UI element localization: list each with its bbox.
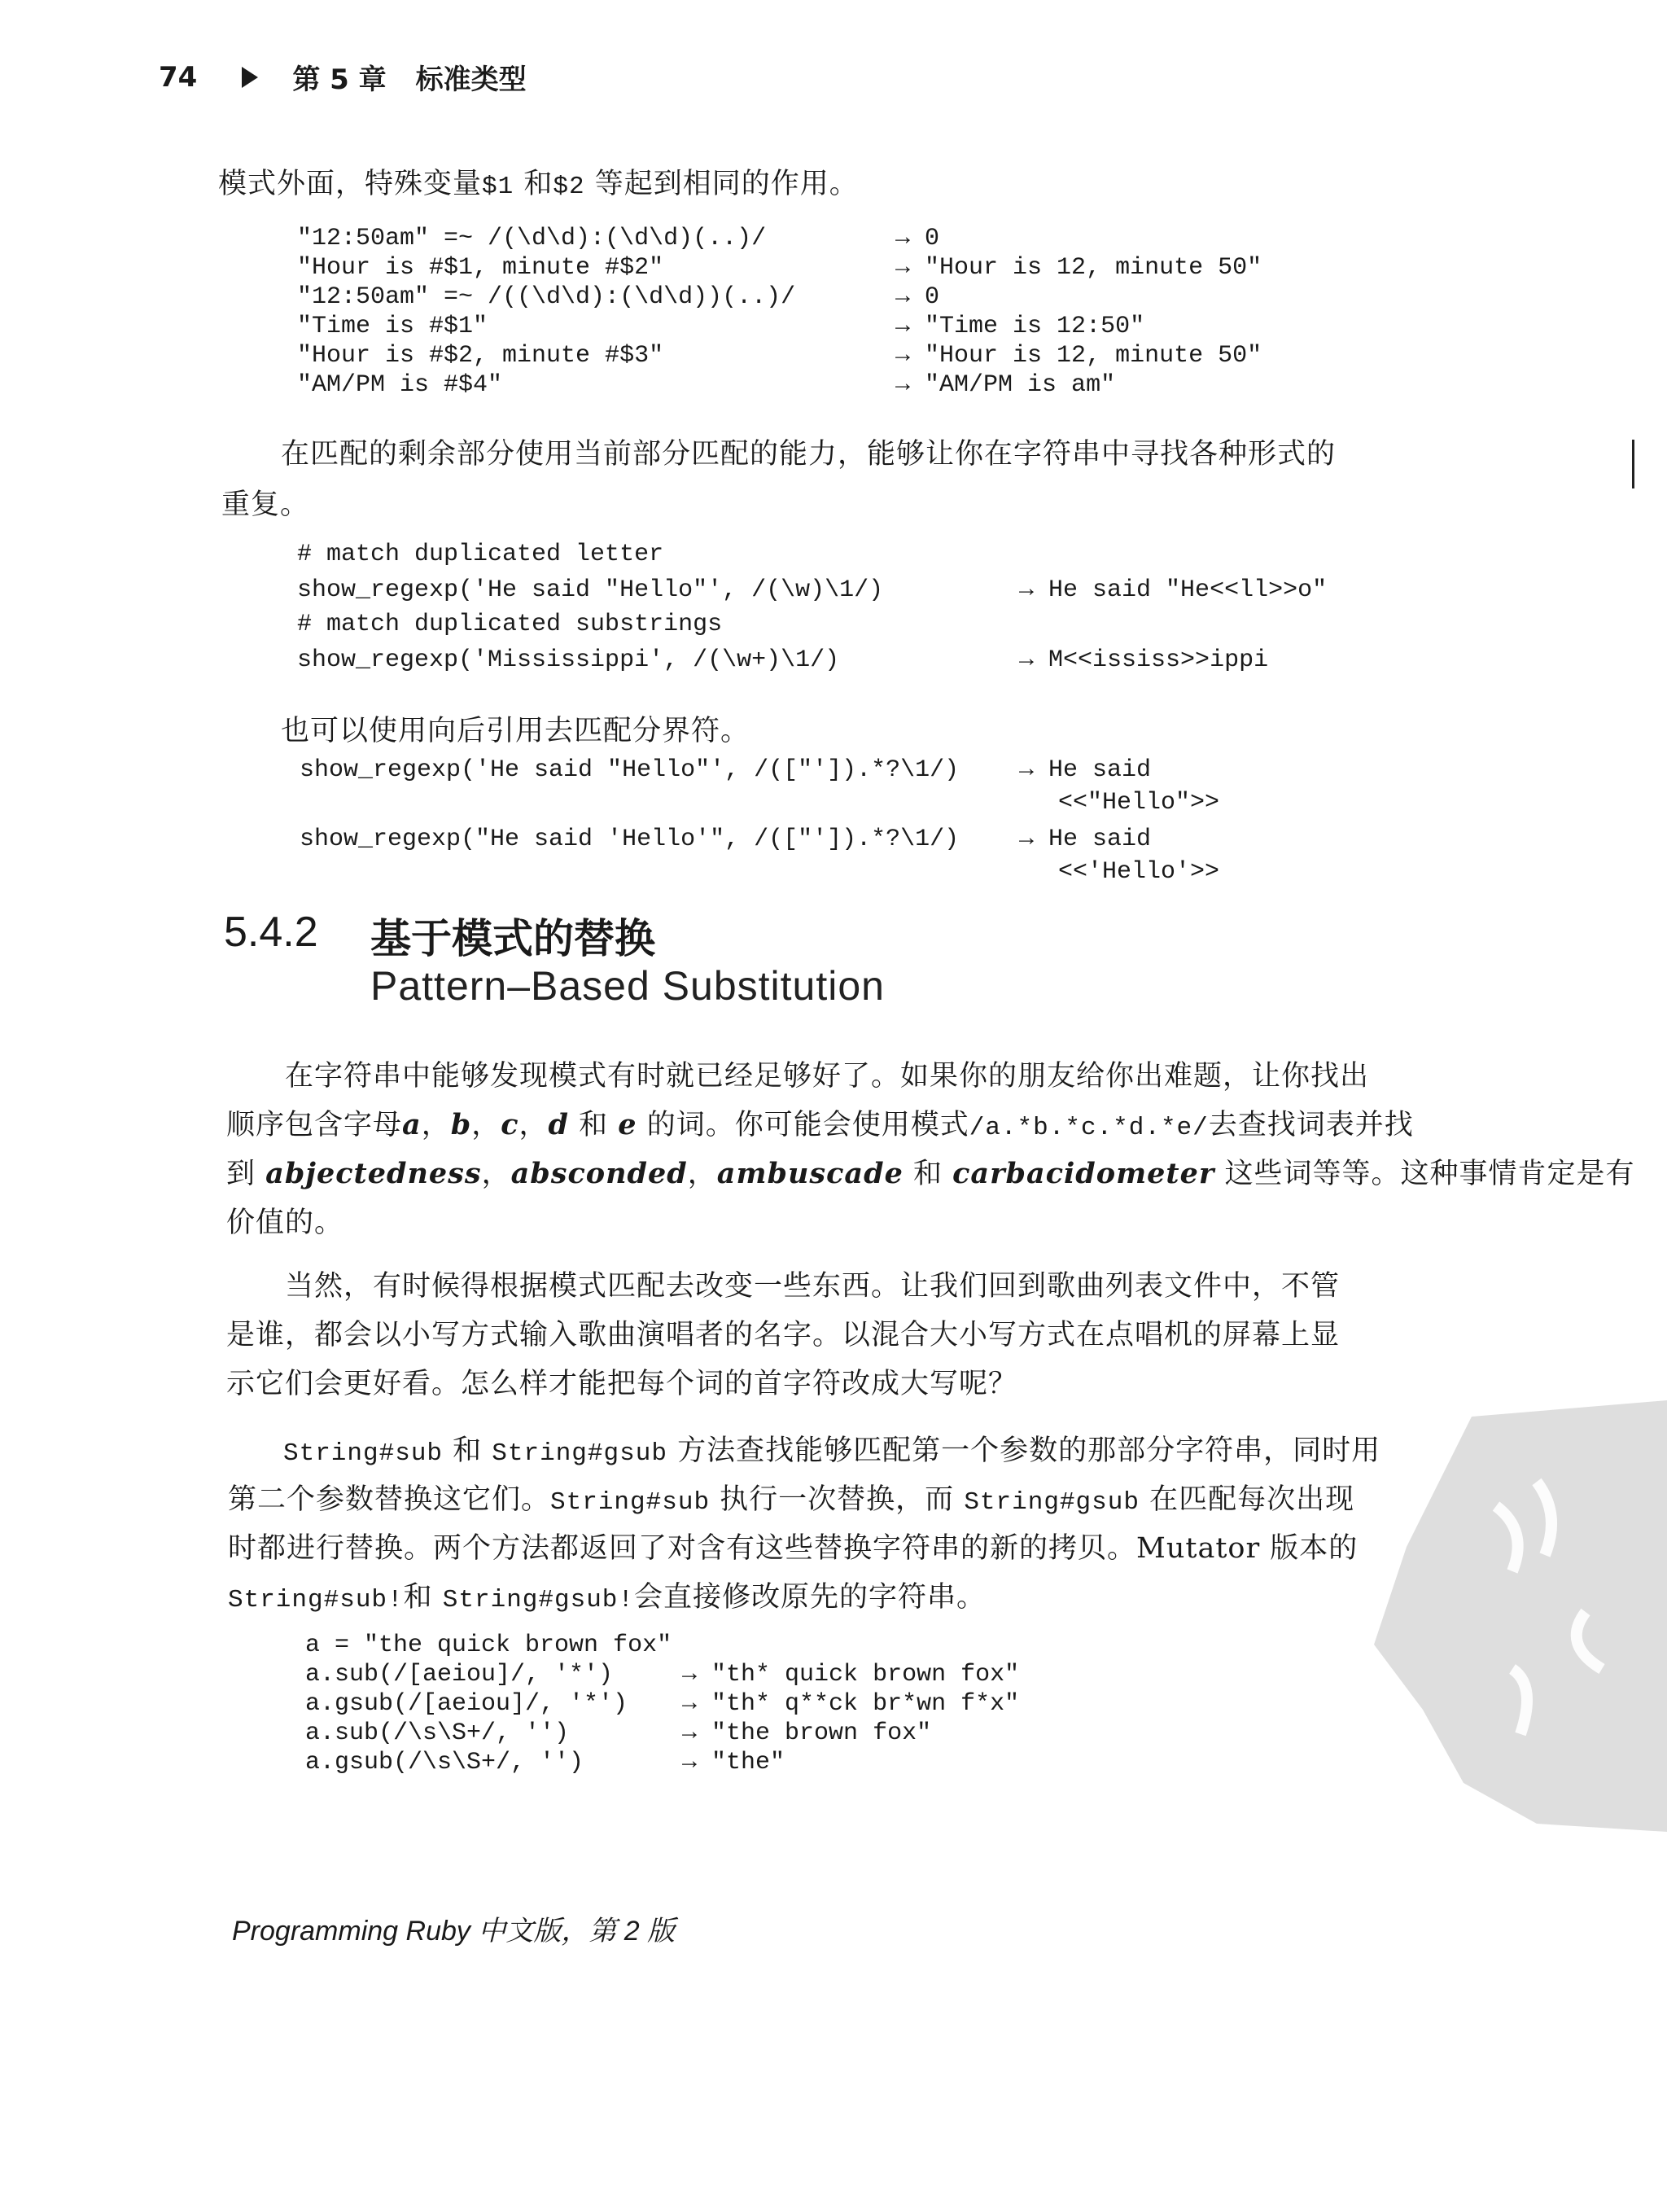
p1-line2: 顺序包含字母a，b，c，d 和 e 的词。你可能会使用模式/a.*b.*c.*d.*e/去查找词表并找 (226, 1108, 1414, 1142)
repeat-paragraph-line2: 重复。 (221, 488, 310, 521)
code-result: → "AM/PM is am" (895, 371, 1116, 399)
p3-line3: 时都进行替换。两个方法都返回了对含有这些替换字符串的新的拷贝。Mutator 版本的 (228, 1532, 1359, 1565)
scan-mark (1632, 440, 1634, 488)
code-result-cont: <<'Hello'>> (1058, 858, 1220, 886)
p2-line2: 是谁，都会以小写方式输入歌曲演唱者的名字。以混合大小写方式在点唱机的屏幕上显 (226, 1319, 1341, 1351)
code-result: → "th* q**ck br*wn f*x" (682, 1690, 1020, 1718)
code-line: show_regexp("He said 'Hello'", /(["']).*?\1/) (300, 826, 960, 853)
code-line: a.gsub(/[aeiou]/, '*') (305, 1690, 628, 1718)
code-result: → "the" (682, 1749, 785, 1776)
section-title-en: Pattern–Based Substitution (370, 963, 885, 1009)
p3-line1: String#sub 和 String#gsub 方法查找能够匹配第一个参数的那部分字符串，同时用 (283, 1435, 1381, 1468)
section-title-zh: 基于模式的替换 (370, 915, 655, 962)
code-result: → "the brown fox" (682, 1719, 932, 1747)
p1-line4: 价值的。 (226, 1207, 344, 1239)
code-result: → M<<ississ>>ippi (1019, 646, 1269, 674)
footer-title: Programming Ruby 中文版，第 2 版 (232, 1916, 676, 1947)
p1-line1: 在字符串中能够发现模式有时就已经足够好了。如果你的朋友给你出难题，让你找出 (285, 1060, 1370, 1093)
repeat-paragraph-line1: 在匹配的剩余部分使用当前部分匹配的能力，能够让你在字符串中寻找各种形式的 (281, 438, 1337, 471)
backref-paragraph: 也可以使用向后引用去匹配分界符。 (281, 715, 750, 747)
p2-line1: 当然，有时候得根据模式匹配去改变一些东西。让我们回到歌曲列表文件中，不管 (285, 1270, 1341, 1303)
code-result: → "th* quick brown fox" (682, 1661, 1020, 1689)
code-result-cont: <<"Hello">> (1058, 789, 1220, 817)
p3-line2: 第二个参数替换这它们。String#sub 执行一次替换，而 String#gsub 在匹配每次出现 (228, 1483, 1355, 1517)
code-line: a.sub(/\s\S+/, '') (305, 1719, 570, 1747)
code-line: "AM/PM is #$4" (297, 371, 503, 399)
intro-paragraph: 模式外面，特殊变量$1 和$2 等起到相同的作用。 (218, 168, 859, 201)
code-line: "Time is #$1" (297, 313, 488, 340)
code-line: "Hour is #$2, minute #$3" (297, 342, 664, 370)
code-result: → 0 (895, 225, 940, 252)
p1-line3: 到 abjectedness，absconded，ambuscade 和 carbacidometer 这些词等等。这种事情肯定是有 (226, 1157, 1635, 1190)
page-number: 74 (159, 60, 198, 94)
section-number: 5.4.2 (224, 909, 318, 956)
code-comment: # match duplicated substrings (297, 611, 723, 638)
code-result: → "Hour is 12, minute 50" (895, 254, 1262, 282)
code-comment: # match duplicated letter (297, 541, 664, 568)
code-line: "12:50am" =~ /(\d\d):(\d\d)(..)/ (297, 225, 767, 252)
code-result: → He said "He<<ll>>o" (1019, 576, 1328, 604)
code-result: → 0 (895, 283, 940, 311)
p3-line4: String#sub!和 String#gsub!会直接修改原先的字符串。 (228, 1581, 987, 1614)
code-line: "12:50am" =~ /((\d\d):(\d\d))(..)/ (297, 283, 796, 311)
code-result: → "Hour is 12, minute 50" (895, 342, 1262, 370)
chapter-title: 标准类型 (415, 64, 527, 96)
p2-line3: 示它们会更好看。怎么样才能把每个词的首字符改成大写呢？ (226, 1368, 1018, 1400)
code-line: "Hour is #$1, minute #$2" (297, 254, 664, 282)
code-line: show_regexp('He said "Hello"', /(\w)\1/) (297, 576, 884, 604)
triangle-icon (242, 67, 258, 88)
code-line: a.sub(/[aeiou]/, '*') (305, 1661, 614, 1689)
code-line: show_regexp('Mississippi', /(\w+)\1/) (297, 646, 840, 674)
chapter-label: 第 5 章 (292, 64, 387, 96)
code-line: a.gsub(/\s\S+/, '') (305, 1749, 584, 1776)
code-line: show_regexp('He said "Hello"', /(["']).*?\1/) (300, 756, 960, 784)
watermark-seal (1374, 1400, 1667, 1832)
code-line: a = "the quick brown fox" (305, 1632, 672, 1659)
code-result: → He said (1019, 826, 1152, 853)
code-result: → He said (1019, 756, 1152, 784)
running-header (159, 57, 527, 97)
code-result: → "Time is 12:50" (895, 313, 1145, 340)
